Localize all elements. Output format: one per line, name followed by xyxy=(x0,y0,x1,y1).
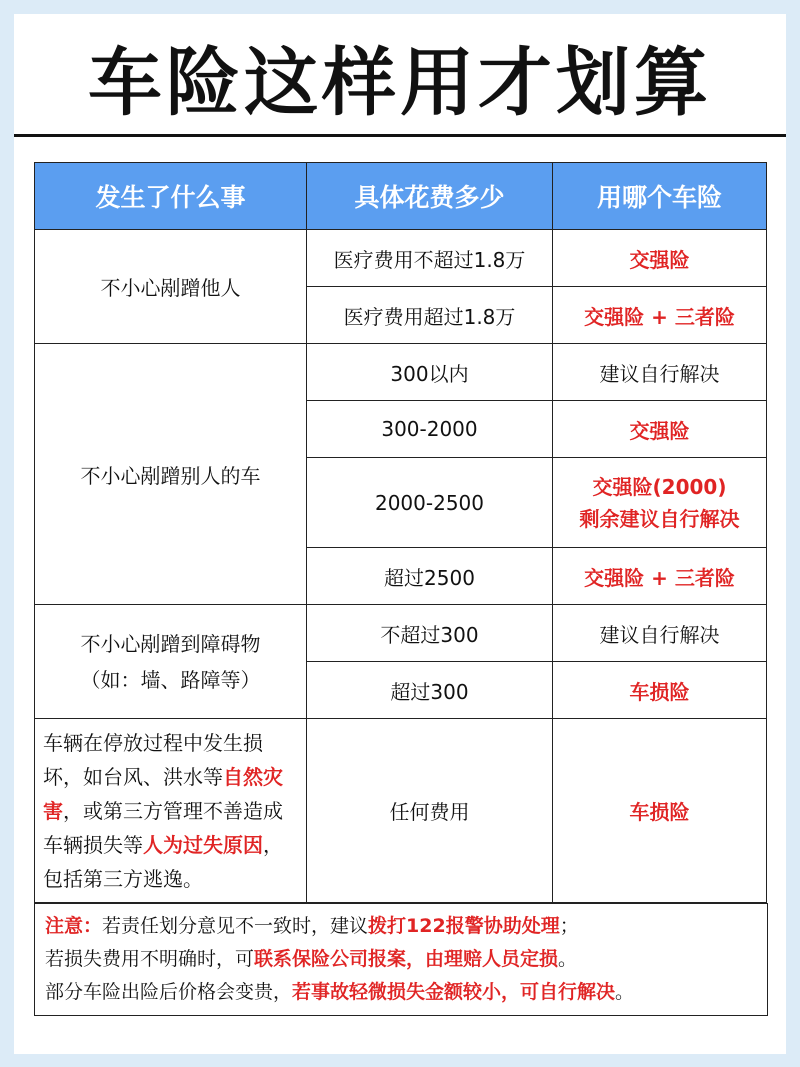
event-highlight: 人为过失原因 xyxy=(143,832,263,857)
event-text: ，或第三方管理不善造成车辆损失等 xyxy=(43,798,283,857)
event-line: 不小心剐蹭到障碍物 xyxy=(80,631,261,656)
header-event: 发生了什么事 xyxy=(35,163,307,230)
event-line: （如：墙、路障等） xyxy=(80,667,261,692)
cost-cell: 不超过300 xyxy=(307,605,553,662)
cost-cell: 300以内 xyxy=(307,344,553,401)
insurance-cell xyxy=(553,458,767,548)
header-insurance: 用哪个车险 xyxy=(553,163,767,230)
note-line xyxy=(45,910,757,943)
table-row xyxy=(35,719,767,903)
note-label: 注意： xyxy=(45,915,103,937)
event-cell: 不小心剐蹭别人的车 xyxy=(35,344,307,605)
note-highlight: 拨打122报警协助处理 xyxy=(368,915,560,937)
insurance-cell: 交强险 xyxy=(553,401,767,458)
insurance-cell: 建议自行解决 xyxy=(553,605,767,662)
insurance-cell: 车损险 xyxy=(553,662,767,719)
cost-cell: 医疗费用不超过1.8万 xyxy=(307,230,553,287)
note-text: 。 xyxy=(615,981,635,1003)
event-text: ，包括第三方逃逸。 xyxy=(43,832,283,891)
table-header-row xyxy=(35,163,767,230)
note-text: 若责任划分意见不一致时，建议 xyxy=(102,915,369,937)
header-cost: 具体花费多少 xyxy=(307,163,553,230)
insurance-line: 剩余建议自行解决 xyxy=(579,506,740,531)
poster-card xyxy=(14,14,786,1054)
notes-box xyxy=(34,903,768,1016)
insurance-cell: 交强险 + 三者险 xyxy=(553,548,767,605)
event-cell xyxy=(35,605,307,719)
note-line xyxy=(45,976,757,1009)
insurance-cell: 交强险 xyxy=(553,230,767,287)
cost-cell: 300-2000 xyxy=(307,401,553,458)
insurance-cell: 交强险 + 三者险 xyxy=(553,287,767,344)
cost-cell: 任何费用 xyxy=(307,719,553,903)
event-cell: 不小心剐蹭他人 xyxy=(35,230,307,344)
table-row xyxy=(35,344,767,401)
event-highlight: 自然灾害 xyxy=(43,764,283,823)
cost-cell: 2000-2500 xyxy=(307,458,553,548)
cost-cell: 超过2500 xyxy=(307,548,553,605)
note-highlight: 联系保险公司报案，由理赔人员定损 xyxy=(254,948,559,970)
note-text: 。 xyxy=(558,948,578,970)
insurance-table xyxy=(34,162,767,903)
title-divider xyxy=(14,134,786,137)
event-cell xyxy=(35,719,307,903)
insurance-line: 交强险(2000) xyxy=(592,474,727,499)
note-text: 部分车险出险后价格会变贵， xyxy=(45,981,293,1003)
note-text: ； xyxy=(559,915,579,937)
cost-cell: 医疗费用超过1.8万 xyxy=(307,287,553,344)
note-highlight: 若事故轻微损失金额较小，可自行解决 xyxy=(292,981,616,1003)
event-text: 车辆在停放过程中发生损坏，如台风、洪水等 xyxy=(43,730,263,789)
insurance-cell: 建议自行解决 xyxy=(553,344,767,401)
note-text: 若损失费用不明确时，可 xyxy=(45,948,255,970)
cost-cell: 超过300 xyxy=(307,662,553,719)
note-line xyxy=(45,943,757,976)
table-row xyxy=(35,605,767,662)
table-row xyxy=(35,230,767,287)
insurance-cell: 车损险 xyxy=(553,719,767,903)
page-title: 车险这样用才划算 xyxy=(88,40,712,126)
